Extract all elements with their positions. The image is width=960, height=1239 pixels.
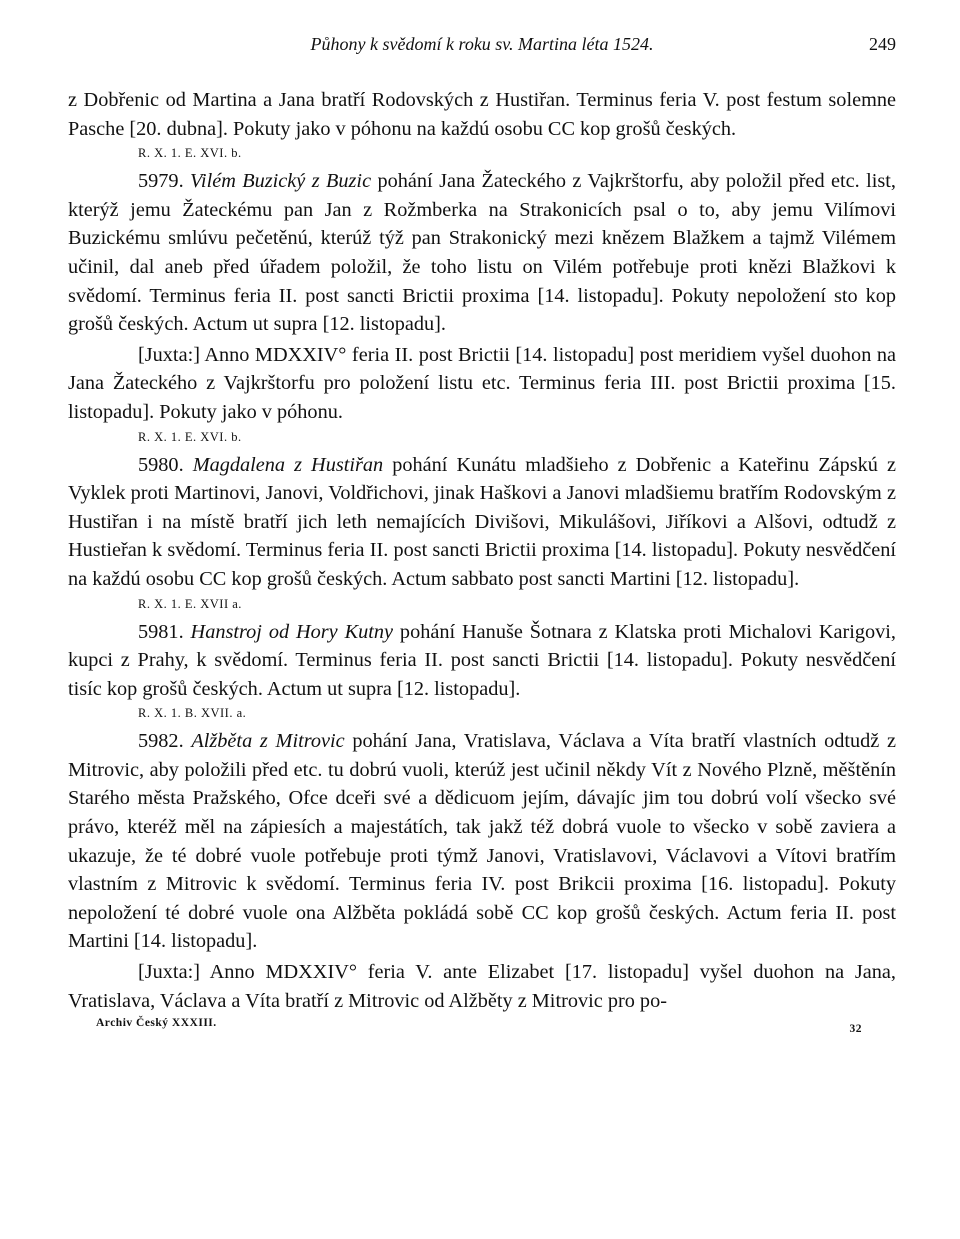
entry-number: 5982. [138,730,184,753]
running-header [68,34,896,64]
entry-5979 [68,167,896,339]
page [68,34,896,1037]
entry-plaintiff: Vilém Buzický z Buzic [190,170,372,193]
source-reference: R. X. 1. B. XVII. a. [138,706,247,721]
page-number: 249 [869,34,896,54]
entry-number: 5981. [138,620,184,643]
entry-plaintiff: Magdalena z Hustiřan [192,453,384,476]
entry-5982 [68,727,896,956]
juxta-note: [Juxta:] Anno MDXXIV° feria V. ante Elizabet [17. listopadu] vyšel duohon na Jana, Vratislava, Václava a Víta bratří z Mitrovic od Alžběty z Mitrovic pro po- [68,961,896,1012]
entry-text: pohání Hanuše Šotnara z Klatska proti Michalovi Karigovi, kupci z Prahy, k svědomí. Terminus feria II. post sancti Brictii [14. listopadu]. Pokuty nesvědčení tisíc kop grošů českých. Actum ut supra [12. listopadu]. [68,620,896,700]
juxta-note: [Juxta:] Anno MDXXIV° feria II. post Brictii [14. listopadu] post meridiem vyšel duohon na Jana Žateckého z Vajkrštorfu pro položení listu etc. Terminus feria III. post Brictii proxima [15. listopadu]. Pokuty jako v póhonu. [68,343,896,423]
source-reference: R. X. 1. E. XVI. b. [138,429,242,444]
sheet-number: 32 [849,1023,862,1036]
entry-text: pohání Jana, Vratislava, Václava a Víta bratří vlastních odtudž z Mitrovic, aby položili před etc. tu dobrú vuoli, kterúž jest učinil někdy Vít z Nového Plzně, měštěnín Starého města Pražského, Ofce dceři své a dědicuom jejím, dávajíc jim tou dobrú volí všecko své právo, kteréž měl na zápiesích a majestátích, tak jakž též dobrá vuole to všecko v sobě zaviera a ukazuje, že té dobré vuole potřebuje proti týmž Janovi, Vratislavovi, Václavovi a Vítovi bratřím vlastním z Mitrovic k svědomí. Terminus feria IV. post Brikcii proxima [16. listopadu]. Pokuty nepoložení té dobré vuole ona Alžběta pokládá sobě CC kop grošů českých. Actum feria II. post Martini [14. listopadu]. [68,730,896,953]
intro-paragraph: z Dobřenic od Martina a Jana bratří Rodovských z Hustiřan. Terminus feria V. post festum solemne Pasche [20. dubna]. Pokuty jako v póhonu na každú osobu CC kop grošů českých. [68,89,896,140]
entry-5981 [68,618,896,704]
page-footer [68,1017,896,1037]
printer-signature: Archiv Český XXXIII. [96,1017,217,1030]
entry-5980 [68,451,896,594]
entry-plaintiff: Alžběta z Mitrovic [191,730,345,753]
source-reference: R. X. 1. E. XVI. b. [138,146,242,161]
entry-number: 5979. [138,170,184,193]
entry-number: 5980. [138,453,184,476]
entry-text: pohání Kunátu mladšieho z Dobřenic a Kateřinu Zápskú z Vyklek proti Martinovi, Janovi, Voldřichovi, jinak Haškovi a Janovi mladšiemu bratřím Rodovským z Hustiřan i na místě bratří jich leth nemajících Divišovi, Mikulášovi, Jiříkovi a Alšovi, odtudž z Hustieřan k svědomí. Terminus feria II. post sancti Brictii proxima [14. listopadu]. Pokuty nesvědčení na každú osobu CC kop grošů českých. Actum sabbato post sancti Martini [12. listopadu]. [68,453,896,590]
source-reference: R. X. 1. E. XVII a. [138,596,242,611]
running-title: Půhony k svědomí k roku sv. Martina léta 1524. [310,34,654,54]
entry-text: pohání Jana Žateckého z Vajkrštorfu, aby položil před etc. list, kterýž jemu Žateckému pan Jan z Rožmberka na Strakonicích psal o to, aby jemu Vilímovi Buzickému smlúvu pečetěnú, kterúž týž pan Strakonický mezi knězem Blažkem a tajmž Vilémem učinil, dal aneb před úřadem položil, že toho listu on Vilém potřebuje proti knězi Blažkovi k svědomí. Terminus feria II. post sancti Brictii proxima [14. listopadu]. Pokuty nepoložení sto kop grošů českých. Actum ut supra [12. listopadu]. [68,170,896,336]
entry-plaintiff: Hanstroj od Hory Kutny [190,620,394,643]
